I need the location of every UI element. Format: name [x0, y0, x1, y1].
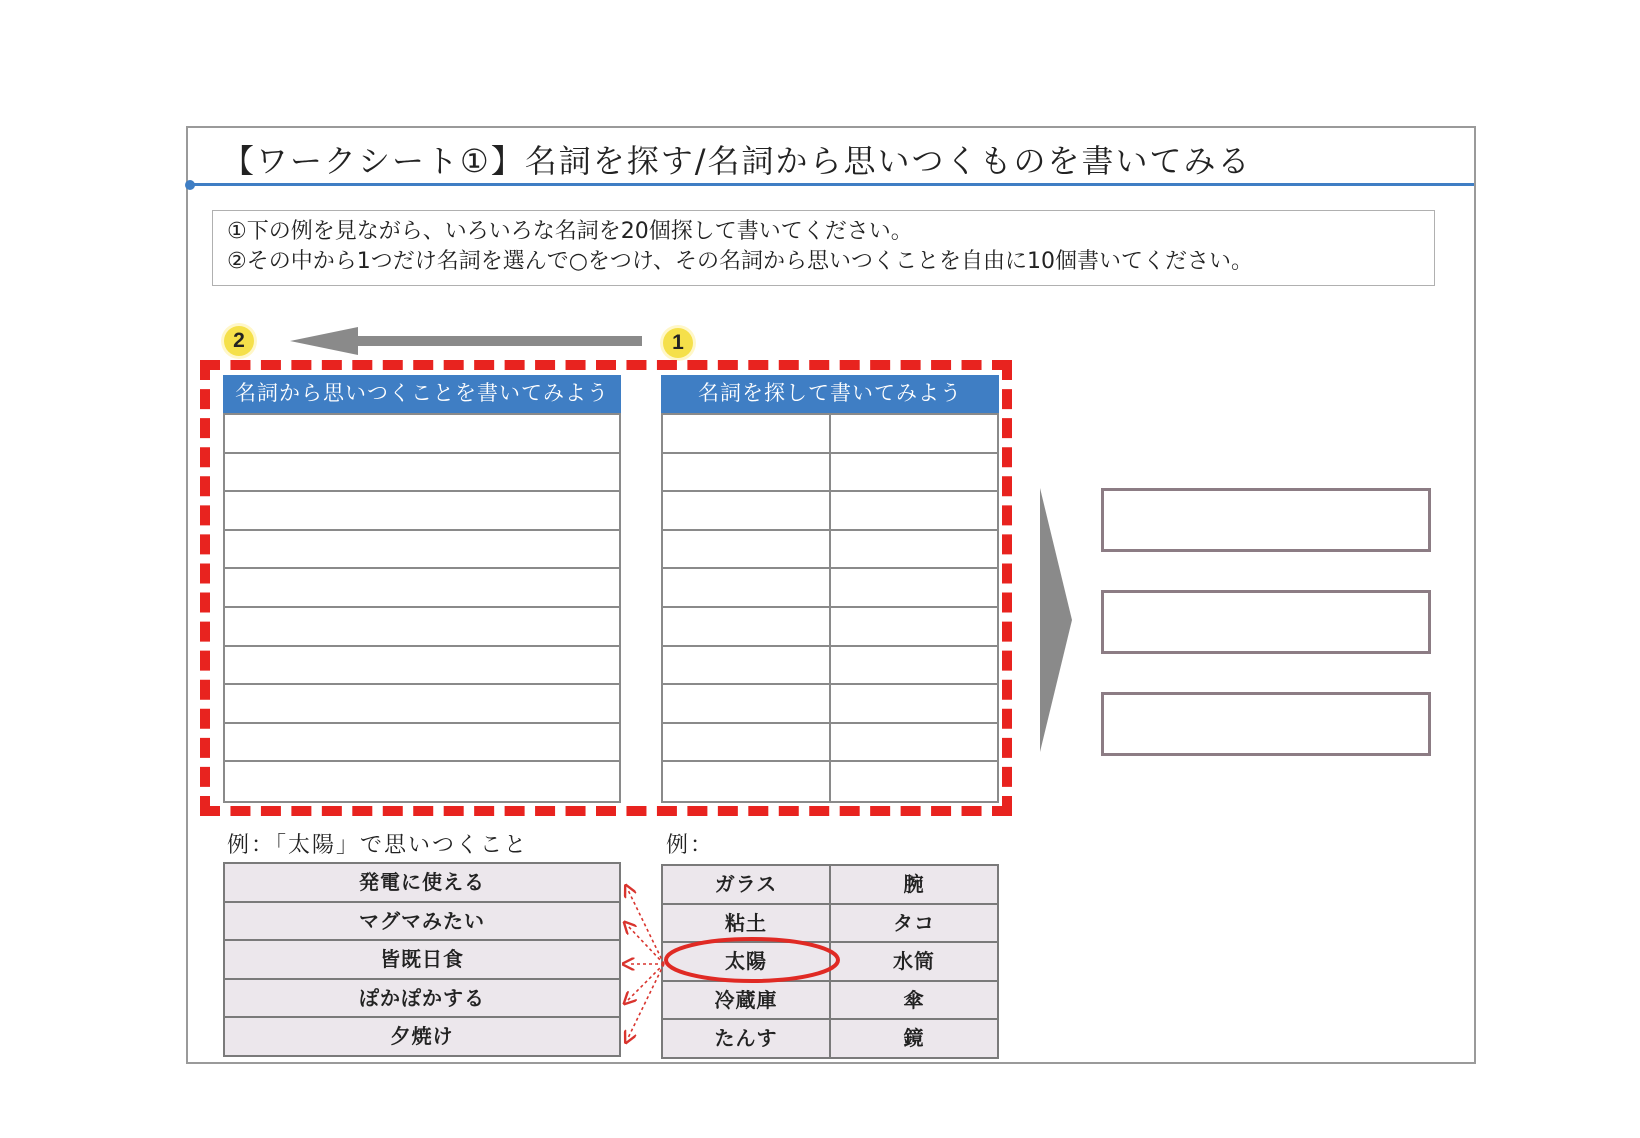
right-chevron-arrow	[1040, 488, 1076, 752]
noun-cell[interactable]	[831, 685, 997, 722]
title-underline-dot	[185, 180, 195, 190]
nouns-row	[663, 724, 997, 763]
instructions-box	[212, 210, 1435, 286]
title-underline	[190, 183, 1474, 186]
noun-cell[interactable]	[831, 569, 997, 606]
associations-row	[225, 531, 619, 570]
noun-cell[interactable]	[663, 569, 831, 606]
example-noun-row	[663, 1020, 997, 1059]
association-fan-arrows	[622, 880, 668, 1046]
example-association-row	[225, 1018, 619, 1057]
nouns-row	[663, 531, 997, 570]
noun-cell[interactable]	[831, 415, 997, 452]
nouns-row	[663, 492, 997, 531]
association-cell[interactable]	[225, 762, 619, 801]
nouns-row	[663, 608, 997, 647]
example-associations-label: 例：「太陽」で思いつくこと	[227, 833, 529, 858]
associations-row	[225, 415, 619, 454]
example-association-row	[225, 903, 619, 942]
association-cell[interactable]	[225, 492, 619, 529]
example-association-cell: ぽかぽかする	[359, 985, 485, 1010]
noun-cell[interactable]	[831, 647, 997, 684]
example-noun-cell: ガラス	[663, 866, 831, 903]
noun-cell[interactable]	[831, 531, 997, 568]
example-noun-row	[663, 982, 997, 1021]
example-association-row	[225, 864, 619, 903]
associations-row	[225, 569, 619, 608]
associations-header: 名詞から思いつくことを書いてみよう	[223, 375, 621, 413]
worksheet-title: 【ワークシート①】名詞を探す/名詞から思いつくものを書いてみる	[222, 142, 1252, 180]
noun-cell[interactable]	[831, 454, 997, 491]
association-cell[interactable]	[225, 531, 619, 568]
example-association-cell: 夕焼け	[390, 1024, 454, 1049]
example-noun-cell: 鏡	[903, 1026, 925, 1051]
associations-row	[225, 608, 619, 647]
example-associations-table	[223, 862, 621, 1057]
nouns-row	[663, 647, 997, 686]
noun-cell[interactable]	[663, 492, 831, 529]
instruction-1: ①下の例を見ながら、いろいろな名詞を20個探して書いてください。	[227, 219, 913, 244]
step-1-badge: 1	[663, 328, 693, 358]
associations-row	[225, 492, 619, 531]
noun-cell[interactable]	[831, 492, 997, 529]
answer-box-1[interactable]	[1101, 488, 1431, 552]
associations-row	[225, 647, 619, 686]
association-cell[interactable]	[225, 454, 619, 491]
association-cell[interactable]	[225, 685, 619, 722]
example-association-row	[225, 941, 619, 980]
associations-row	[225, 762, 619, 801]
answer-box-2[interactable]	[1101, 590, 1431, 654]
association-cell[interactable]	[225, 724, 619, 761]
nouns-grid	[661, 413, 999, 803]
associations-row	[225, 685, 619, 724]
example-noun-cell: 水筒	[893, 949, 935, 974]
noun-cell[interactable]	[831, 762, 997, 801]
answer-box-3[interactable]	[1101, 692, 1431, 756]
noun-cell[interactable]	[663, 531, 831, 568]
nouns-row	[663, 415, 997, 454]
associations-grid	[223, 413, 621, 803]
nouns-header: 名詞を探して書いてみよう	[661, 375, 999, 413]
example-noun-cell: 粘土	[663, 905, 831, 942]
noun-cell[interactable]	[663, 762, 831, 801]
example-noun-cell: タコ	[893, 910, 935, 935]
nouns-row	[663, 762, 997, 801]
association-cell[interactable]	[225, 608, 619, 645]
nouns-row	[663, 454, 997, 493]
example-association-cell: マグマみたい	[359, 908, 485, 933]
noun-cell[interactable]	[663, 608, 831, 645]
example-noun-cell: 腕	[903, 872, 925, 896]
example-noun-cell-circled: 太陽	[663, 943, 831, 980]
association-cell[interactable]	[225, 647, 619, 684]
noun-cell[interactable]	[663, 724, 831, 761]
example-noun-row	[663, 866, 997, 905]
associations-row	[225, 724, 619, 763]
associations-row	[225, 454, 619, 493]
example-association-row	[225, 980, 619, 1019]
step-2-badge: 2	[224, 326, 254, 356]
nouns-row	[663, 569, 997, 608]
selection-circle	[660, 934, 844, 986]
noun-cell[interactable]	[831, 608, 997, 645]
example-noun-cell: 冷蔵庫	[663, 982, 831, 1019]
example-nouns-label: 例：	[666, 833, 715, 858]
example-association-cell: 皆既日食	[380, 947, 464, 972]
noun-cell[interactable]	[831, 724, 997, 761]
left-arrow	[290, 324, 646, 358]
instruction-2: ②その中から1つだけ名詞を選んで○をつけ、その名詞から思いつくことを自由に10個書いてください。	[227, 249, 1254, 274]
noun-cell[interactable]	[663, 685, 831, 722]
noun-cell[interactable]	[663, 647, 831, 684]
example-noun-cell: 傘	[903, 987, 925, 1012]
association-cell[interactable]	[225, 415, 619, 452]
noun-cell[interactable]	[663, 454, 831, 491]
example-noun-cell: たんす	[663, 1020, 831, 1059]
example-association-cell: 発電に使える	[359, 870, 485, 894]
nouns-row	[663, 685, 997, 724]
association-cell[interactable]	[225, 569, 619, 606]
noun-cell[interactable]	[663, 415, 831, 452]
